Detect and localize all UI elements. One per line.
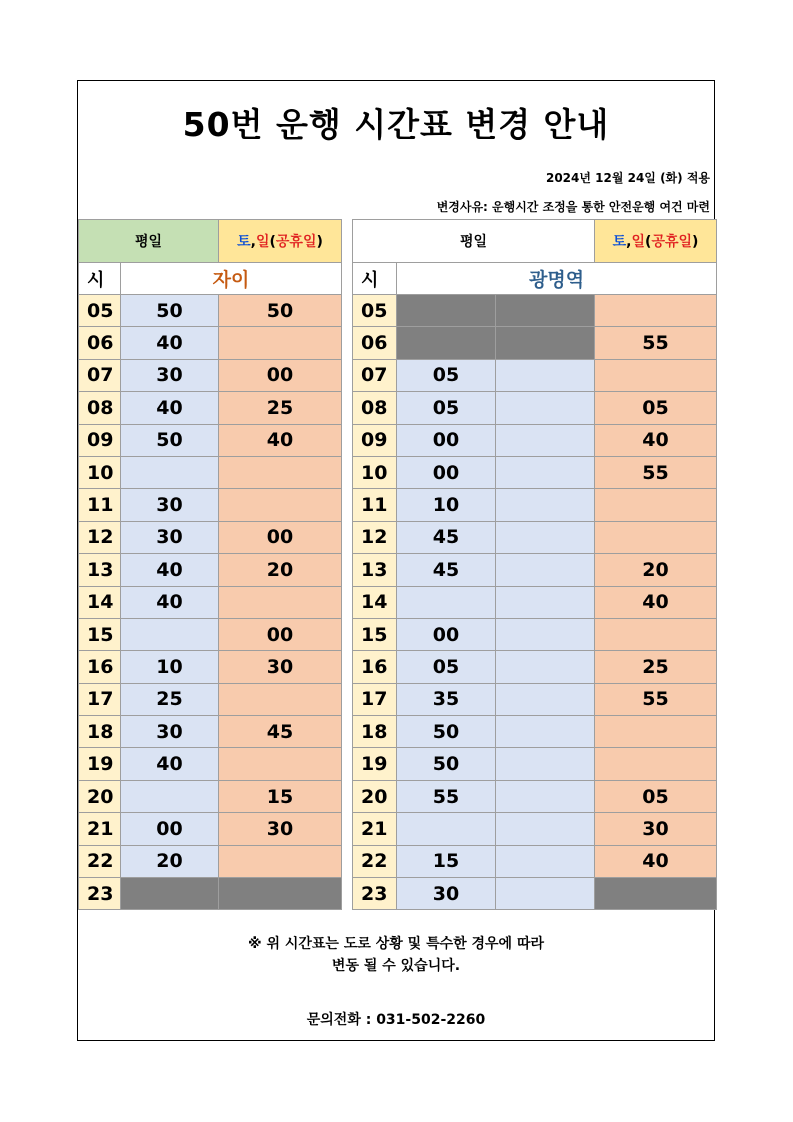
- weekend-header-sat: 토: [612, 234, 627, 250]
- weekend-header-holiday: 공휴일: [651, 234, 693, 250]
- weekend-time-cell: 05: [595, 780, 717, 812]
- hour-cell: 06: [353, 327, 397, 359]
- table-row: [353, 748, 717, 780]
- table-row: [79, 780, 342, 812]
- table-row: [353, 618, 717, 650]
- table-row: [353, 878, 717, 910]
- weekday-time-cell: 50: [121, 424, 219, 456]
- table-row: [353, 295, 717, 327]
- weekend-time-cell: 55: [595, 456, 717, 488]
- weekend-header-paren-open: (: [645, 234, 652, 250]
- table-row: [79, 683, 342, 715]
- weekend-time-cell: 40: [595, 424, 717, 456]
- weekday-time-cell: 30: [121, 521, 219, 553]
- hour-cell: 07: [353, 359, 397, 391]
- weekday-time-cell-2: [496, 456, 595, 488]
- table-row: [353, 456, 717, 488]
- table-row: [79, 554, 342, 586]
- table-row: [353, 845, 717, 877]
- weekday-time-cell-2: [496, 683, 595, 715]
- weekend-time-cell: 30: [219, 813, 342, 845]
- table-row: [79, 295, 342, 327]
- hour-cell: 20: [353, 780, 397, 812]
- weekend-time-cell: [595, 295, 717, 327]
- weekday-time-cell-2: [496, 489, 595, 521]
- weekend-time-cell: 20: [219, 554, 342, 586]
- weekend-time-cell: [219, 489, 342, 521]
- weekday-time-cell-2: [496, 748, 595, 780]
- contact-phone: 문의전화 : 031-502-2260: [306, 1012, 486, 1028]
- weekday-time-cell: 45: [397, 554, 496, 586]
- weekend-time-cell: [219, 586, 342, 618]
- weekend-header-comma: ,: [626, 234, 632, 250]
- table-row: [79, 813, 342, 845]
- hour-cell: 08: [353, 392, 397, 424]
- weekday-time-cell: 30: [121, 716, 219, 748]
- hour-cell: 19: [353, 748, 397, 780]
- weekend-header-sat: 토: [237, 234, 251, 250]
- timetable-left: [78, 219, 342, 910]
- weekday-time-cell: 20: [121, 845, 219, 877]
- weekday-time-cell-2: [496, 295, 595, 327]
- hour-cell: 09: [79, 424, 121, 456]
- weekday-time-cell: 30: [121, 359, 219, 391]
- hour-cell: 12: [353, 521, 397, 553]
- table-row: [79, 521, 342, 553]
- hour-cell: 13: [353, 554, 397, 586]
- page-title: 50번 운행 시간표 변경 안내: [182, 105, 610, 144]
- hour-cell: 16: [79, 651, 121, 683]
- weekday-header: 평일: [79, 220, 219, 263]
- weekday-time-cell-2: [496, 327, 595, 359]
- hour-cell: 18: [79, 716, 121, 748]
- table-row: [353, 521, 717, 553]
- weekend-header-sun: 일: [631, 234, 646, 250]
- weekend-time-cell: 30: [595, 813, 717, 845]
- weekday-time-cell: 05: [397, 651, 496, 683]
- weekend-time-cell: 05: [595, 392, 717, 424]
- footer-line-1: ※ 위 시간표는 도로 상황 및 특수한 경우에 따라: [247, 936, 545, 952]
- hour-cell: 06: [79, 327, 121, 359]
- weekday-time-cell-2: [496, 780, 595, 812]
- weekend-time-cell: [219, 327, 342, 359]
- hour-cell: 13: [79, 554, 121, 586]
- effective-date: 2024년 12월 24일 (화) 적용: [545, 171, 710, 185]
- table-row: [79, 489, 342, 521]
- weekday-time-cell-2: [496, 845, 595, 877]
- hour-cell: 11: [79, 489, 121, 521]
- weekday-time-cell: 40: [121, 748, 219, 780]
- weekday-time-cell-2: [496, 359, 595, 391]
- weekday-header-right: 평일: [353, 220, 595, 263]
- weekend-time-cell: [595, 359, 717, 391]
- weekday-time-cell: [397, 586, 496, 618]
- table-row: [353, 424, 717, 456]
- table-row: [79, 618, 342, 650]
- weekend-time-cell: [595, 489, 717, 521]
- weekend-time-cell: 25: [595, 651, 717, 683]
- hour-cell: 21: [79, 813, 121, 845]
- hour-cell: 11: [353, 489, 397, 521]
- weekend-time-cell: 40: [595, 586, 717, 618]
- weekday-time-cell-2: [496, 424, 595, 456]
- hour-cell: 18: [353, 716, 397, 748]
- hour-cell: 19: [79, 748, 121, 780]
- weekday-time-cell-2: [496, 392, 595, 424]
- hour-cell: 07: [79, 359, 121, 391]
- hour-cell: 22: [353, 845, 397, 877]
- weekend-header-right: [595, 220, 717, 263]
- weekday-time-cell-2: [496, 716, 595, 748]
- weekday-time-cell: 10: [397, 489, 496, 521]
- hour-cell: 05: [79, 295, 121, 327]
- hour-cell: 21: [353, 813, 397, 845]
- weekday-time-cell: 40: [121, 392, 219, 424]
- weekday-time-cell: 00: [397, 424, 496, 456]
- table-row: [79, 748, 342, 780]
- table-row: [79, 878, 342, 910]
- hour-cell: 09: [353, 424, 397, 456]
- hour-cell: 23: [353, 878, 397, 910]
- weekday-time-cell: 00: [397, 456, 496, 488]
- table-row: [353, 359, 717, 391]
- table-row: [79, 392, 342, 424]
- weekend-time-cell: [219, 878, 342, 910]
- weekday-time-cell: 05: [397, 392, 496, 424]
- weekday-time-cell: [397, 295, 496, 327]
- weekday-time-cell: [397, 327, 496, 359]
- footer-line-2: 변동 될 수 있습니다.: [331, 958, 461, 974]
- weekend-time-cell: [219, 845, 342, 877]
- weekend-time-cell: 30: [219, 651, 342, 683]
- weekday-time-cell-2: [496, 521, 595, 553]
- hour-cell: 15: [79, 618, 121, 650]
- table-row: [353, 813, 717, 845]
- hour-cell: 14: [79, 586, 121, 618]
- weekday-time-cell: [121, 878, 219, 910]
- hour-cell: 17: [353, 683, 397, 715]
- hour-cell: 08: [79, 392, 121, 424]
- weekend-time-cell: [219, 456, 342, 488]
- weekend-time-cell: 50: [219, 295, 342, 327]
- weekday-time-cell: [397, 813, 496, 845]
- table-row: [79, 456, 342, 488]
- weekend-header-paren-close: ): [316, 234, 323, 250]
- weekend-time-cell: [595, 521, 717, 553]
- timetable-right: [352, 219, 717, 910]
- weekday-time-cell: 40: [121, 554, 219, 586]
- change-reason: 변경사유: 운행시간 조정을 통한 안전운행 여건 마련: [436, 200, 710, 214]
- table-row: [79, 327, 342, 359]
- station-name-left: 자이: [121, 263, 342, 295]
- weekday-time-cell-2: [496, 878, 595, 910]
- weekday-time-cell-2: [496, 586, 595, 618]
- hour-cell: 05: [353, 295, 397, 327]
- hour-cell: 20: [79, 780, 121, 812]
- hour-cell: 22: [79, 845, 121, 877]
- footer-note: [78, 933, 714, 977]
- weekend-header-holiday: 공휴일: [275, 234, 317, 250]
- weekday-time-cell: 00: [121, 813, 219, 845]
- weekday-time-cell: 10: [121, 651, 219, 683]
- weekend-time-cell: [595, 748, 717, 780]
- weekend-time-cell: [595, 878, 717, 910]
- table-row: [79, 651, 342, 683]
- weekend-header-paren-close: ): [692, 234, 699, 250]
- weekend-time-cell: [595, 618, 717, 650]
- hour-header: 시: [353, 263, 397, 295]
- table-row: [353, 683, 717, 715]
- table-row: [353, 780, 717, 812]
- table-row: [353, 392, 717, 424]
- weekday-time-cell: 40: [121, 586, 219, 618]
- hour-cell: 16: [353, 651, 397, 683]
- weekday-time-cell: 25: [121, 683, 219, 715]
- station-name-right: 광명역: [397, 263, 717, 295]
- hour-cell: 12: [79, 521, 121, 553]
- weekday-time-cell: 00: [397, 618, 496, 650]
- weekend-time-cell: [219, 683, 342, 715]
- table-row: [79, 359, 342, 391]
- table-row: [353, 327, 717, 359]
- weekday-time-cell: 05: [397, 359, 496, 391]
- weekday-time-cell: 50: [397, 716, 496, 748]
- weekday-time-cell: 45: [397, 521, 496, 553]
- weekday-time-cell: [121, 456, 219, 488]
- weekend-time-cell: 40: [595, 845, 717, 877]
- table-row: [353, 651, 717, 683]
- weekday-time-cell: 50: [397, 748, 496, 780]
- hour-cell: 14: [353, 586, 397, 618]
- weekday-time-cell-2: [496, 554, 595, 586]
- table-row: [79, 845, 342, 877]
- weekday-time-cell: 15: [397, 845, 496, 877]
- weekday-time-cell: 35: [397, 683, 496, 715]
- weekday-time-cell: 55: [397, 780, 496, 812]
- weekend-time-cell: [219, 748, 342, 780]
- weekday-time-cell: 30: [121, 489, 219, 521]
- hour-cell: 15: [353, 618, 397, 650]
- weekend-header: [219, 220, 342, 263]
- timetable-notice: [77, 80, 715, 1041]
- weekend-header-sun: 일: [255, 234, 270, 250]
- hour-cell: 10: [353, 456, 397, 488]
- weekday-time-cell: 30: [397, 878, 496, 910]
- weekday-time-cell-2: [496, 651, 595, 683]
- weekday-time-cell: 50: [121, 295, 219, 327]
- weekday-time-cell: [121, 780, 219, 812]
- weekend-time-cell: 00: [219, 618, 342, 650]
- table-row: [79, 424, 342, 456]
- weekend-time-cell: [595, 716, 717, 748]
- weekend-time-cell: 55: [595, 683, 717, 715]
- weekend-time-cell: 25: [219, 392, 342, 424]
- weekend-time-cell: 40: [219, 424, 342, 456]
- weekday-time-cell: [121, 618, 219, 650]
- weekend-header-comma: ,: [250, 234, 256, 250]
- table-row: [353, 489, 717, 521]
- weekend-time-cell: 00: [219, 521, 342, 553]
- weekend-time-cell: 00: [219, 359, 342, 391]
- weekend-time-cell: 45: [219, 716, 342, 748]
- table-row: [79, 586, 342, 618]
- table-row: [79, 716, 342, 748]
- weekday-time-cell: 40: [121, 327, 219, 359]
- weekend-time-cell: 55: [595, 327, 717, 359]
- hour-header: 시: [79, 263, 121, 295]
- table-row: [353, 586, 717, 618]
- weekday-time-cell-2: [496, 618, 595, 650]
- weekend-time-cell: 15: [219, 780, 342, 812]
- table-row: [353, 716, 717, 748]
- weekend-header-paren-open: (: [269, 234, 276, 250]
- hour-cell: 10: [79, 456, 121, 488]
- hour-cell: 17: [79, 683, 121, 715]
- hour-cell: 23: [79, 878, 121, 910]
- table-row: [353, 554, 717, 586]
- weekend-time-cell: 20: [595, 554, 717, 586]
- weekday-time-cell-2: [496, 813, 595, 845]
